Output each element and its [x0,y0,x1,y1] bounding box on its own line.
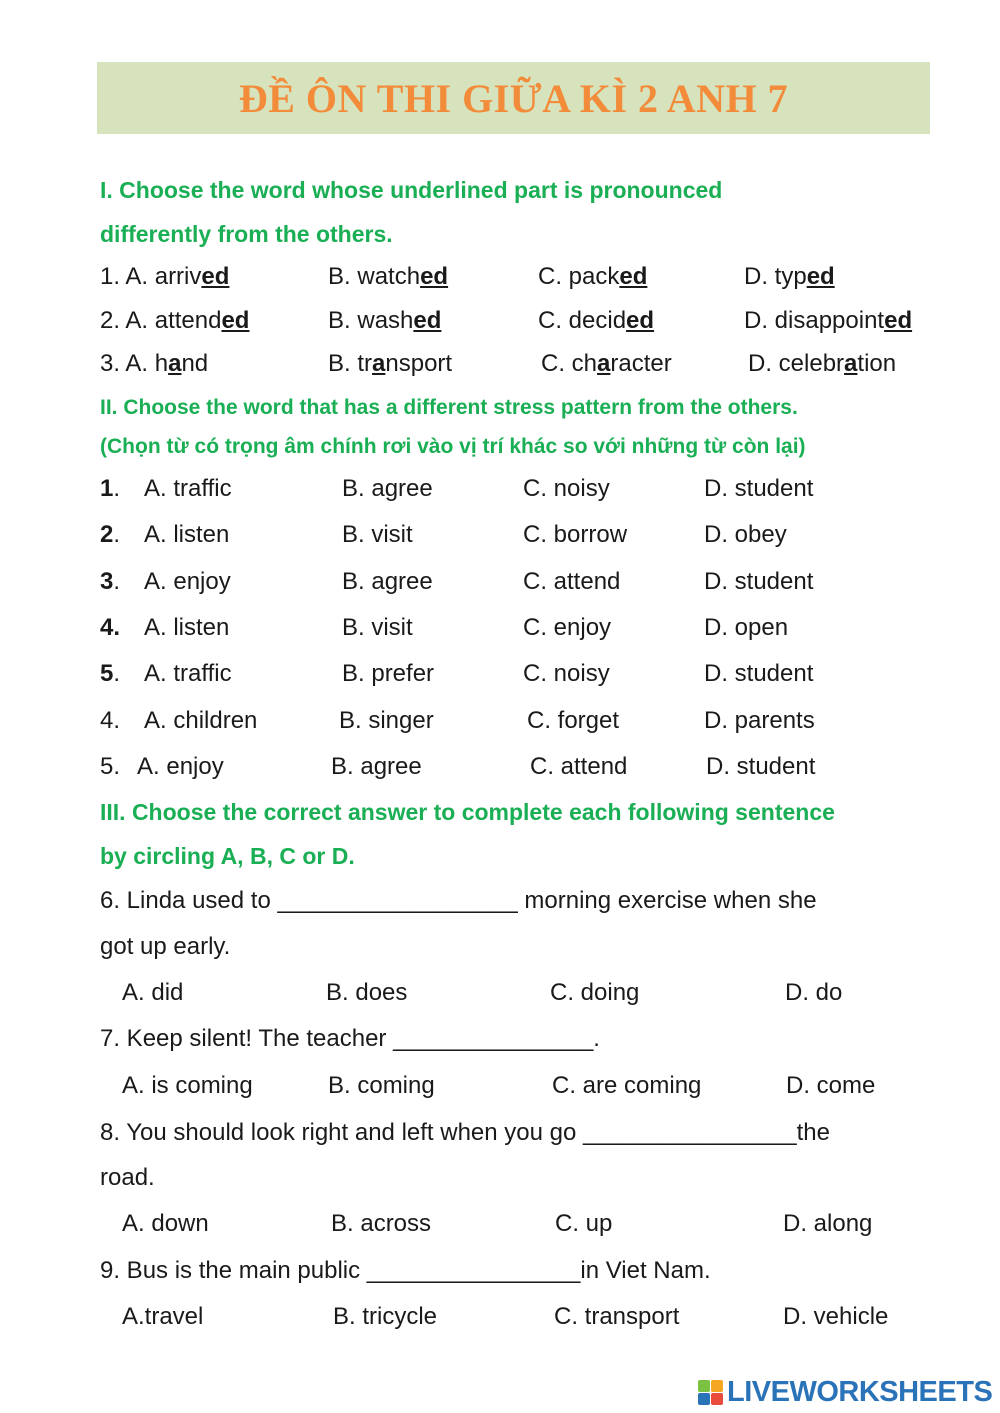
s2-q3-number: 3. [100,568,121,595]
s2-q6-option-a[interactable]: A. children [144,707,258,734]
s2-q1-number: 1. [100,475,121,502]
q6-option-a[interactable]: A. did [122,979,184,1006]
s2-q4-option-b[interactable]: B. visit [342,614,413,641]
q7-option-c[interactable]: C. are coming [552,1072,702,1099]
s2-q6-option-d[interactable]: D. parents [704,707,815,734]
q9-option-c[interactable]: C. transport [554,1303,680,1330]
q7-option-a[interactable]: A. is coming [122,1072,253,1099]
s2-q2-number: 2. [100,521,121,548]
section3-heading-line2: by circling A, B, C or D. [100,843,355,869]
s2-q3-option-c[interactable]: C. attend [523,568,621,595]
s2-q4-number: 4. [100,614,121,641]
s1-q3-option-b[interactable]: B. transport [328,350,453,377]
title-banner [97,62,930,134]
s2-q4-option-c[interactable]: C. enjoy [523,614,612,641]
q9-option-d[interactable]: D. vehicle [783,1303,889,1330]
s2-q7-option-d[interactable]: D. student [706,753,816,780]
q7-option-d[interactable]: D. come [786,1072,876,1099]
section3-heading-line1: III. Choose the correct answer to complete each following sentence [100,799,835,825]
s2-q7-option-a[interactable]: A. enjoy [137,753,224,780]
s2-q6-option-c[interactable]: C. forget [527,707,620,734]
s1-q3-option-d[interactable]: D. celebration [748,350,897,377]
liveworksheets-logo[interactable] [698,1374,992,1410]
q6-option-b[interactable]: B. does [326,979,408,1006]
s1-q1-option-c[interactable]: C. packed [538,263,648,290]
q8-question-line1: 8. You should look right and left when you go ________________the [100,1119,830,1146]
s2-q4-option-d[interactable]: D. open [704,614,789,641]
q7-option-b[interactable]: B. coming [328,1072,435,1099]
s1-q1-option-d[interactable]: D. typed [744,263,835,290]
q6-option-d[interactable]: D. do [785,979,843,1006]
s2-q1-option-a[interactable]: A. traffic [144,475,232,502]
s2-q1-option-d[interactable]: D. student [704,475,814,502]
s2-q5-option-d[interactable]: D. student [704,660,814,687]
section2-heading-line2: (Chọn từ có trọng âm chính rơi vào vị trí khác so với những từ còn lại) [100,435,806,458]
q9-option-b[interactable]: B. tricycle [333,1303,438,1330]
s2-q1-option-b[interactable]: B. agree [342,475,433,502]
s1-q2-option-b[interactable]: B. washed [328,307,442,334]
q8-option-c[interactable]: C. up [555,1210,613,1237]
q8-question-line2: road. [100,1164,155,1191]
s2-q3-option-a[interactable]: A. enjoy [144,568,231,595]
q6-question-line1: 6. Linda used to __________________ morning exercise when she [100,887,817,914]
s2-q5-option-b[interactable]: B. prefer [342,660,435,687]
q8-option-b[interactable]: B. across [331,1210,432,1237]
q8-option-d[interactable]: D. along [783,1210,873,1237]
s2-q3-option-d[interactable]: D. student [704,568,814,595]
liveworksheets-logo-icon [698,1380,723,1405]
s1-q1-option-b[interactable]: B. watched [328,263,449,290]
s2-q3-option-b[interactable]: B. agree [342,568,433,595]
page-title: ĐỀ ÔN THI GIỮA KÌ 2 ANH 7 [238,75,789,121]
brand-name: LIVEWORKSHEETS [727,1375,993,1408]
s2-q1-option-c[interactable]: C. noisy [523,475,610,502]
q9-question: 9. Bus is the main public ________________in Viet Nam. [100,1257,711,1284]
s2-q7-option-b[interactable]: B. agree [331,753,422,780]
s2-q4-option-a[interactable]: A. listen [144,614,230,641]
s1-q2-option-a[interactable]: 2. A. attended [100,307,250,334]
s1-q1-option-a[interactable]: 1. A. arrived [100,263,230,290]
s2-q7-number: 5. [100,753,121,780]
section1-heading-line1: I. Choose the word whose underlined part is pronounced [100,177,723,203]
q9-option-a[interactable]: A.travel [122,1303,204,1330]
s2-q6-number: 4. [100,707,121,734]
s2-q2-option-c[interactable]: C. borrow [523,521,628,548]
s2-q7-option-c[interactable]: C. attend [530,753,628,780]
s2-q2-option-a[interactable]: A. listen [144,521,230,548]
q7-question: 7. Keep silent! The teacher _______________. [100,1025,600,1052]
s2-q2-option-b[interactable]: B. visit [342,521,413,548]
section2-heading-line1: II. Choose the word that has a different stress pattern from the others. [100,396,798,419]
s1-q2-option-c[interactable]: C. decided [538,307,655,334]
s2-q2-option-d[interactable]: D. obey [704,521,787,548]
q6-option-c[interactable]: C. doing [550,979,640,1006]
section1-heading-line2: differently from the others. [100,221,393,247]
s1-q2-option-d[interactable]: D. disappointed [744,307,913,334]
s2-q6-option-b[interactable]: B. singer [339,707,434,734]
s1-q3-option-c[interactable]: C. character [541,350,672,377]
s2-q5-option-c[interactable]: C. noisy [523,660,610,687]
s2-q5-number: 5. [100,660,121,687]
s2-q5-option-a[interactable]: A. traffic [144,660,232,687]
s1-q3-option-a[interactable]: 3. A. hand [100,350,209,377]
q6-question-line2: got up early. [100,933,231,960]
q8-option-a[interactable]: A. down [122,1210,209,1237]
